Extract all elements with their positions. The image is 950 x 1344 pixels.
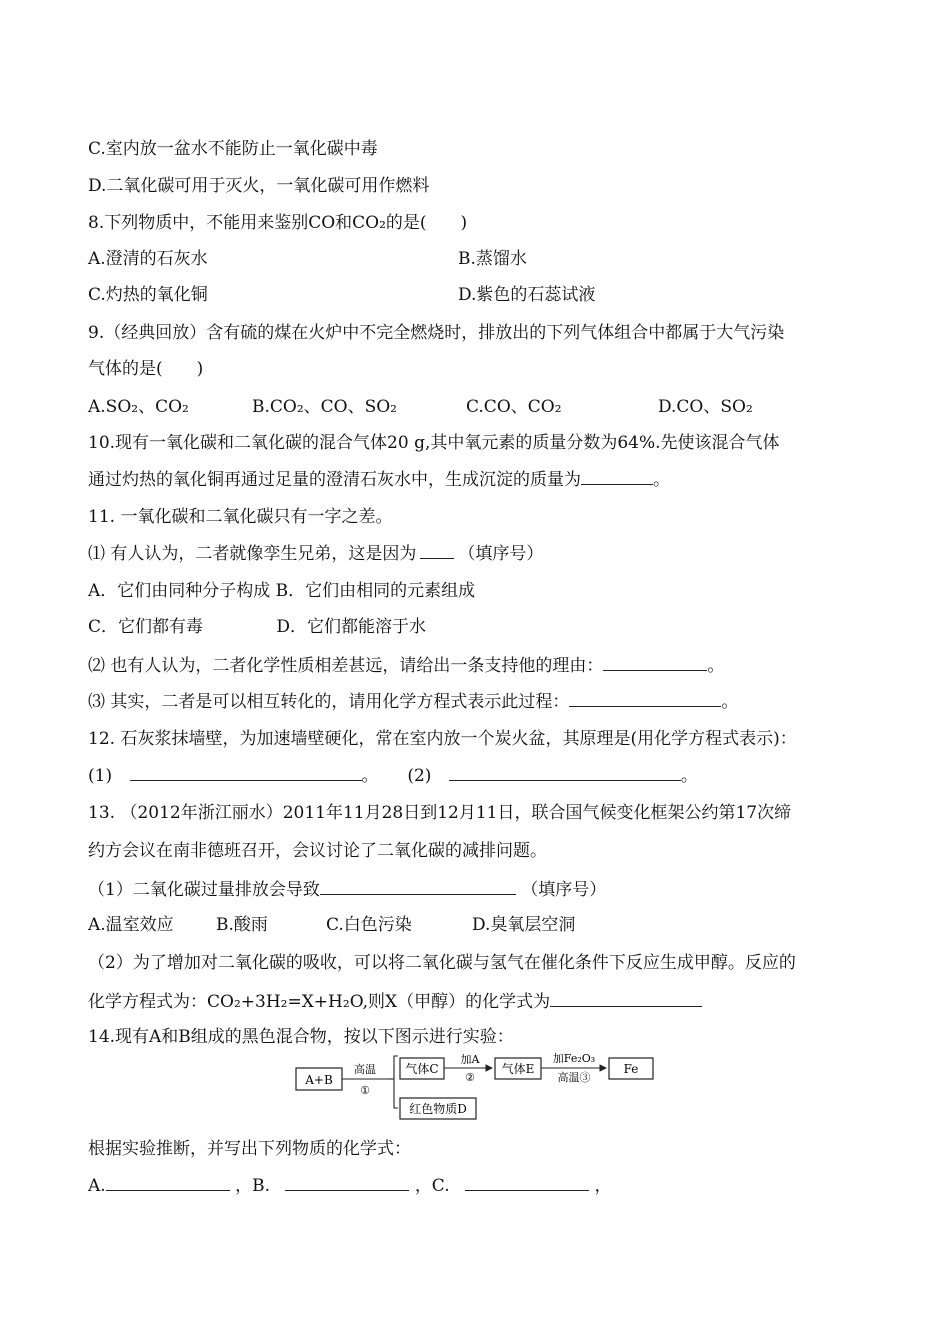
q14-end: ， <box>594 1176 612 1196</box>
q10-text: 通过灼热的氧化铜再通过足量的澄清石灰水中，生成沉淀的质量为 <box>88 470 581 490</box>
q13-sub2-text: 化学方程式为：CO₂+3H₂=X+H₂O,则X（甲醇）的化学式为 <box>88 992 551 1012</box>
q13-sub2-line1: （2）为了增加对二氧化碳的吸收，可以将二氧化碳与氢气在催化条件下反应生成甲醇。反应的 <box>88 953 796 973</box>
box-fe-label: Fe <box>623 1062 639 1076</box>
box-gas-c-label: 气体C <box>405 1062 439 1076</box>
q11-part1-text: ⑴ 有人认为，二者就像孪生兄弟，这是因为 <box>88 544 417 564</box>
q11-part3-end: 。 <box>721 692 739 712</box>
q11-part2 <box>88 654 724 677</box>
question-10-line2 <box>88 468 670 491</box>
question-14: 14.现有A和B组成的黑色混合物，按以下图示进行实验： <box>88 1027 514 1047</box>
q11-part3-blank[interactable] <box>569 690 721 707</box>
q14-blank-c[interactable] <box>465 1174 589 1191</box>
q13-option-b: B.酸雨 <box>216 915 268 935</box>
q11-part2-blank[interactable] <box>603 654 707 671</box>
q14-infer: 根据实验推断，并写出下列物质的化学式： <box>88 1139 411 1159</box>
q14-label-c: ，C. <box>414 1176 450 1196</box>
q13-sub1 <box>88 878 606 901</box>
q11-part3-text: ⑶ 其实，二者是可以相互转化的，请用化学方程式表示此过程： <box>88 692 570 712</box>
q14-label-a: A. <box>88 1176 106 1196</box>
arrow1-label-bottom: ① <box>360 1084 370 1097</box>
q13-sub1-hint: （填序号） <box>521 880 607 900</box>
q13-sub1-text: （1）二氧化碳过量排放会导致 <box>88 880 320 900</box>
q12-label-1: (1) <box>88 766 113 786</box>
q11-options-ab: A．它们由同种分子构成 B．它们由相同的元素组成 <box>88 581 476 601</box>
arrow1-label-top: 高温 <box>354 1063 376 1076</box>
box-red-substance-d-label: 红色物质D <box>409 1102 467 1116</box>
q13-sub2-blank[interactable] <box>550 990 702 1007</box>
question-9-line2: 气体的是( ) <box>88 359 204 379</box>
q11-part1 <box>88 542 543 565</box>
q11-part1-blank[interactable] <box>420 542 454 559</box>
q12-end-1: 。 <box>361 766 379 786</box>
q12-blank-1[interactable] <box>130 764 362 781</box>
q11-part2-text: ⑵ 也有人认为，二者化学性质相差甚远，请给出一条支持他的理由： <box>88 656 604 676</box>
q12-blank-2[interactable] <box>449 764 681 781</box>
option-c-line: C.室内放一盆水不能防止一氧化碳中毒 <box>88 139 378 159</box>
box-a-plus-b-label: A+B <box>305 1073 333 1087</box>
q13-sub1-blank[interactable] <box>320 878 516 895</box>
q8-option-d: D.紫色的石蕊试液 <box>458 285 596 305</box>
q13-option-a: A.温室效应 <box>88 915 174 935</box>
option-d-line: D.二氧化碳可用于灭火，一氧化碳可用作燃料 <box>88 176 430 196</box>
experiment-flow-diagram <box>294 1052 664 1128</box>
box-gas-e-label: 气体E <box>501 1062 535 1076</box>
arrow2-label-top: 加A <box>460 1053 480 1066</box>
q11-part1-hint: （填序号） <box>458 544 544 564</box>
question-9-line1: 9.（经典回放）含有硫的煤在火炉中不完全燃烧时，排放出的下列气体组合中都属于大气污染 <box>88 323 785 343</box>
q13-option-d: D.臭氧层空洞 <box>472 915 576 935</box>
question-13-line1: 13. （2012年浙江丽水）2011年11月28日到12月11日，联合国气候变化框架公约第17次缔 <box>88 803 792 823</box>
question-11: 11. 一氧化碳和二氧化碳只有一字之差。 <box>88 507 393 527</box>
q13-option-c: C.白色污染 <box>326 915 412 935</box>
q9-option-c: C.CO、CO₂ <box>466 397 562 417</box>
q11-part3 <box>88 690 738 713</box>
q11-part2-end: 。 <box>707 656 725 676</box>
q14-blank-b[interactable] <box>285 1174 409 1191</box>
arrow3-label-bottom: 高温③ <box>557 1071 591 1084</box>
q8-option-c: C.灼热的氧化铜 <box>88 285 208 305</box>
question-10-line1: 10.现有一氧化碳和二氧化碳的混合气体20 g,其中氧元素的质量分数为64%.先使该混合气体 <box>88 433 780 453</box>
q14-blank-a[interactable] <box>106 1174 230 1191</box>
q8-option-b: B.蒸馏水 <box>458 249 527 269</box>
q12-end-2: 。 <box>680 766 698 786</box>
q10-answer-blank[interactable] <box>581 468 653 485</box>
q9-option-a: A.SO₂、CO₂ <box>88 397 189 417</box>
q9-option-b: B.CO₂、CO、SO₂ <box>252 397 397 417</box>
q13-sub2-line2 <box>88 990 702 1013</box>
q9-option-d: D.CO、SO₂ <box>658 397 753 417</box>
q14-label-b: ，B. <box>235 1176 270 1196</box>
question-13-line2: 约方会议在南非德班召开，会议讨论了二氧化碳的减排问题。 <box>88 841 547 861</box>
q14-answers <box>88 1174 611 1197</box>
q12-answers <box>88 764 698 787</box>
q8-option-a: A.澄清的石灰水 <box>88 249 208 269</box>
q10-end: 。 <box>653 470 670 490</box>
arrow3-label-top: 加Fe₂O₃ <box>552 1052 596 1065</box>
q12-label-2: (2) <box>407 766 432 786</box>
arrow2-label-bottom: ② <box>465 1071 475 1084</box>
question-12: 12. 石灰浆抹墙壁，为加速墙壁硬化，常在室内放一个炭火盆，其原理是(用化学方程式表示)： <box>88 729 797 749</box>
question-8: 8.下列物质中，不能用来鉴别CO和CO₂的是( ) <box>88 213 468 233</box>
q11-options-cd: C．它们都有毒 D．它们都能溶于水 <box>88 617 427 637</box>
